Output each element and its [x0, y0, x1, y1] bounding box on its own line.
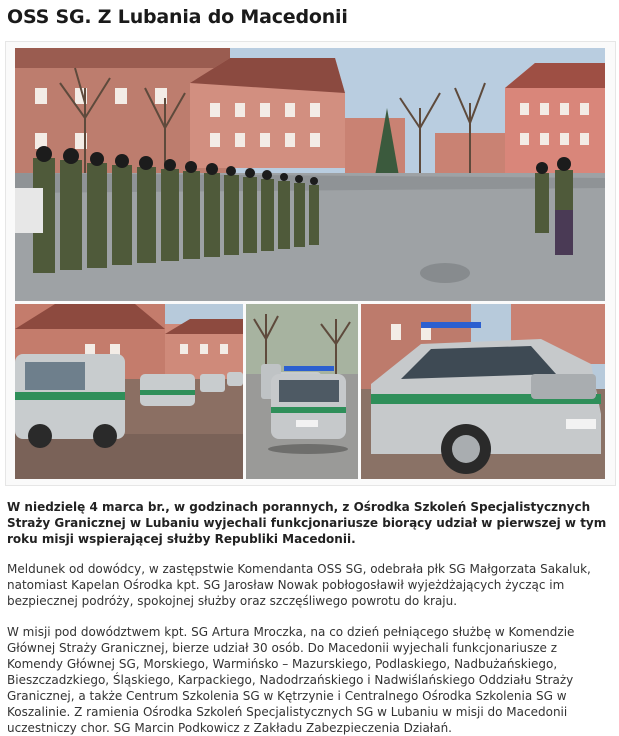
article-title: OSS SG. Z Lubania do Macedonii — [7, 6, 348, 28]
thumb-photo-convoy[interactable] — [246, 304, 358, 479]
photo-gallery — [5, 41, 616, 486]
article-paragraph: W misji pod dowództwem kpt. SG Artura Mroczka, na co dzień pełniącego służbę w Komendzie Głównej Straży Granicznej, bierze udział 30 osób. Do Macedonii wyjechali funkcjonariusze z Komendy Głównej SG, Morskiego, Warmińsko – Mazurskiego, Podlaskiego, Nadbużańskiego, Bieszczadzkiego, Śląskiego, Karpackiego, Nadodrzańskiego i Nadwiślańskiego Oddziału Straży Granicznej, a także Centrum Szkolenia SG w Kętrzynie i Centralnego Ośrodka Szkolenia SG w Koszalinie. Z ramienia Ośrodka Szkoleń Specjalistycznych SG w Lubaniu w misji do Macedonii uczestniczy chor. SG Marcin Podkowicz z Zakładu Zabezpieczenia Działań. — [7, 625, 575, 735]
thumb-photo-courtyard[interactable] — [15, 304, 243, 479]
thumb-photo-suv[interactable] — [361, 304, 605, 479]
article-lead: W niedzielę 4 marca br., w godzinach porannych, z Ośrodka Szkoleń Specjalistycznych Straży Granicznej w Lubaniu wyjechali funkcjonariusze biorący udział w pierwszej w tym roku misji wspierającej służby Republiki Macedonii. — [7, 500, 607, 546]
article-paragraph: Meldunek od dowódcy, w zastępstwie Komendanta OSS SG, odebrała płk SG Małgorzata Sakaluk, natomiast Kapelan Ośrodka kpt. SG Jarosław Nowak pobłogosławił wyjeżdżających życząc im bezpiecznej podróży, spokojnej służby oraz szczęśliwego powrotu do kraju. — [7, 562, 591, 608]
main-photo[interactable] — [15, 48, 605, 301]
